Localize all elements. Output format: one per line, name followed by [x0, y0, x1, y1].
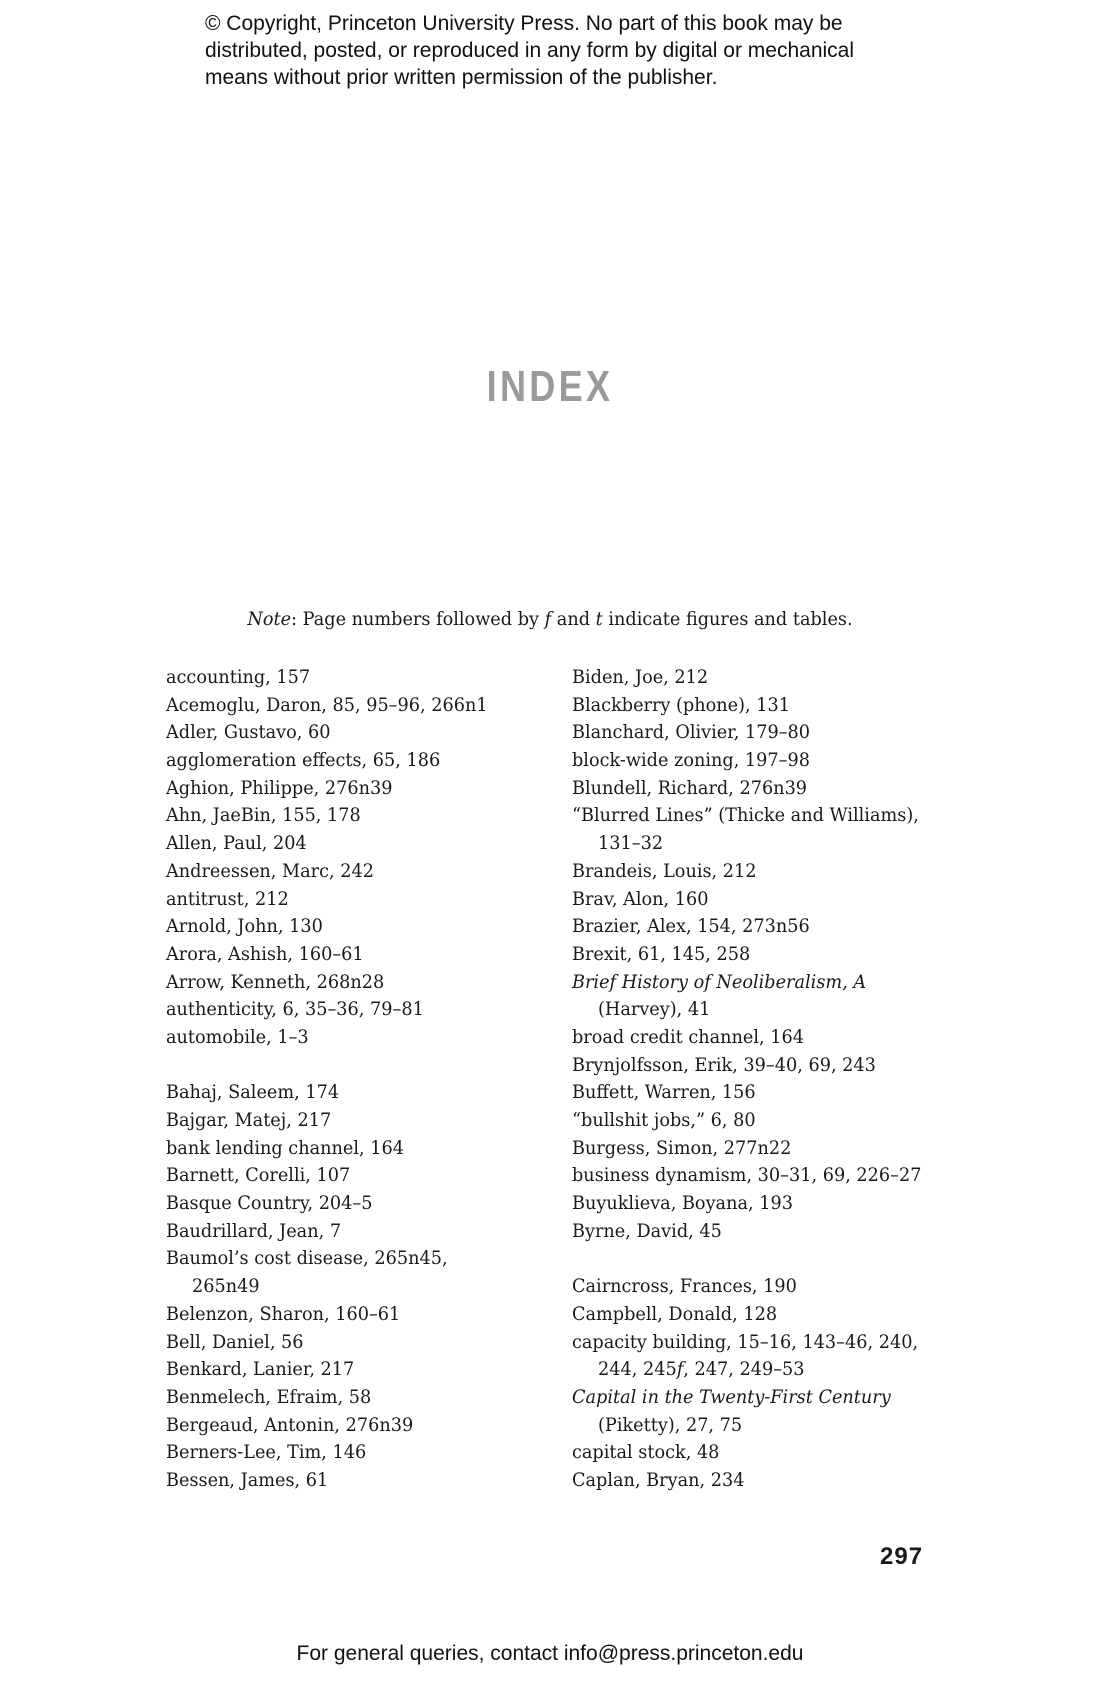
- copyright-notice: [205, 10, 965, 91]
- index-entry: business dynamism, 30–31, 69, 226–27: [572, 1164, 922, 1187]
- note-f: f: [544, 608, 552, 630]
- note-text: : Page numbers followed by: [291, 608, 545, 630]
- copyright-line: © Copyright, Princeton University Press. No part of this book may be: [205, 12, 843, 35]
- note-text: indicate figures and tables.: [602, 608, 853, 630]
- index-entry: Caplan, Bryan, 234: [572, 1468, 745, 1491]
- page-title: INDEX: [486, 362, 614, 411]
- section-gap: [166, 1052, 512, 1080]
- index-entry: Brazier, Alex, 154, 273n56: [572, 915, 810, 938]
- index-entry: capital stock, 48: [572, 1441, 720, 1464]
- index-entry: automobile, 1–3: [166, 1025, 309, 1048]
- index-entry-continuation: (Piketty), 27, 75: [598, 1413, 743, 1436]
- index-entry-continuation: 131–32: [598, 832, 664, 855]
- index-entry: “bullshit jobs,” 6, 80: [572, 1109, 756, 1131]
- index-entry: agglomeration effects, 65, 186: [166, 749, 441, 772]
- entry-figure-marker: f: [676, 1358, 684, 1381]
- index-entry: “Blurred Lines” (Thicke and Williams),: [572, 804, 919, 827]
- index-entry: accounting, 157: [166, 666, 311, 688]
- index-entry: Arora, Ashish, 160–61: [166, 942, 364, 965]
- index-entry-continuation: [572, 1356, 921, 1384]
- index-entry: antitrust, 212: [166, 887, 289, 910]
- index-entry: Acemoglu, Daron, 85, 95–96, 266n1: [166, 693, 488, 716]
- index-entry: Baumol’s cost disease, 265n45,: [166, 1247, 448, 1270]
- index-entry: Bajgar, Matej, 217: [166, 1109, 332, 1131]
- index-entry: Byrne, David, 45: [572, 1219, 722, 1242]
- index-entry: Burgess, Simon, 277n22: [572, 1136, 792, 1159]
- index-entry: broad credit channel, 164: [572, 1025, 804, 1048]
- entry-part: 244, 245: [598, 1358, 677, 1381]
- index-entry: Blanchard, Olivier, 179–80: [572, 721, 811, 744]
- index-entry: Brexit, 61, 145, 258: [572, 942, 751, 965]
- index-entry-book-title: Brief History of Neoliberalism, A: [572, 970, 867, 993]
- index-entry: Ahn, JaeBin, 155, 178: [166, 804, 361, 827]
- copyright-line: means without prior written permission of the publisher.: [205, 66, 718, 89]
- index-entry: Biden, Joe, 212: [572, 666, 709, 688]
- index-entry: Bahaj, Saleem, 174: [166, 1081, 340, 1104]
- index-entry: Bessen, James, 61: [166, 1468, 329, 1491]
- index-entry-continuation: (Harvey), 41: [598, 998, 711, 1021]
- index-column-right: [572, 664, 948, 1495]
- note-label: Note: [247, 608, 292, 630]
- index-entry: Arnold, John, 130: [166, 915, 323, 938]
- index-note: [39, 606, 1062, 632]
- index-entry: Berners-Lee, Tim, 146: [166, 1441, 367, 1464]
- index-entry: Bergeaud, Antonin, 276n39: [166, 1413, 414, 1436]
- index-entry: authenticity, 6, 35–36, 79–81: [166, 998, 424, 1021]
- index-entry: block-wide zoning, 197–98: [572, 749, 810, 772]
- index-entry: Blackberry (phone), 131: [572, 693, 790, 716]
- index-entry: Barnett, Corelli, 107: [166, 1164, 351, 1187]
- index-entry: Brandeis, Louis, 212: [572, 859, 757, 882]
- index-entry-book-title: Capital in the Twenty-First Century: [572, 1385, 891, 1408]
- index-entry: Brynjolfsson, Erik, 39–40, 69, 243: [572, 1053, 876, 1076]
- index-entry: Baudrillard, Jean, 7: [166, 1219, 342, 1242]
- index-entry: capacity building, 15–16, 143–46, 240,: [572, 1330, 919, 1353]
- copyright-line: distributed, posted, or reproduced in any form by digital or mechanical: [205, 39, 855, 62]
- index-entry: Benmelech, Efraim, 58: [166, 1385, 372, 1408]
- index-entry: Andreessen, Marc, 242: [166, 859, 374, 882]
- page-number: 297: [880, 1543, 924, 1570]
- index-entry: Campbell, Donald, 128: [572, 1302, 778, 1325]
- index-entry: Aghion, Philippe, 276n39: [166, 776, 393, 799]
- index-entry-continuation: 265n49: [192, 1275, 260, 1298]
- index-entry: Basque Country, 204–5: [166, 1192, 373, 1215]
- index-entry: bank lending channel, 164: [166, 1136, 404, 1159]
- index-column-left: [166, 664, 512, 1495]
- note-t: t: [595, 608, 603, 630]
- index-entry: Belenzon, Sharon, 160–61: [166, 1302, 401, 1325]
- section-gap: [572, 1245, 948, 1273]
- index-entry: Buyuklieva, Boyana, 193: [572, 1192, 793, 1215]
- index-entry: Arrow, Kenneth, 268n28: [166, 970, 385, 993]
- index-entry: Allen, Paul, 204: [166, 832, 307, 855]
- note-text: and: [551, 608, 596, 630]
- index-entry: Bell, Daniel, 56: [166, 1330, 304, 1353]
- index-entry: Adler, Gustavo, 60: [166, 721, 331, 744]
- index-entry: Blundell, Richard, 276n39: [572, 776, 808, 799]
- index-entry: Buffett, Warren, 156: [572, 1081, 756, 1104]
- index-entry: Brav, Alon, 160: [572, 887, 709, 910]
- footer-contact: For general queries, contact info@press.princeton.edu: [296, 1642, 804, 1665]
- index-entry: Benkard, Lanier, 217: [166, 1358, 355, 1381]
- index-entry: Cairncross, Frances, 190: [572, 1275, 797, 1298]
- entry-part: , 247, 249–53: [683, 1358, 805, 1381]
